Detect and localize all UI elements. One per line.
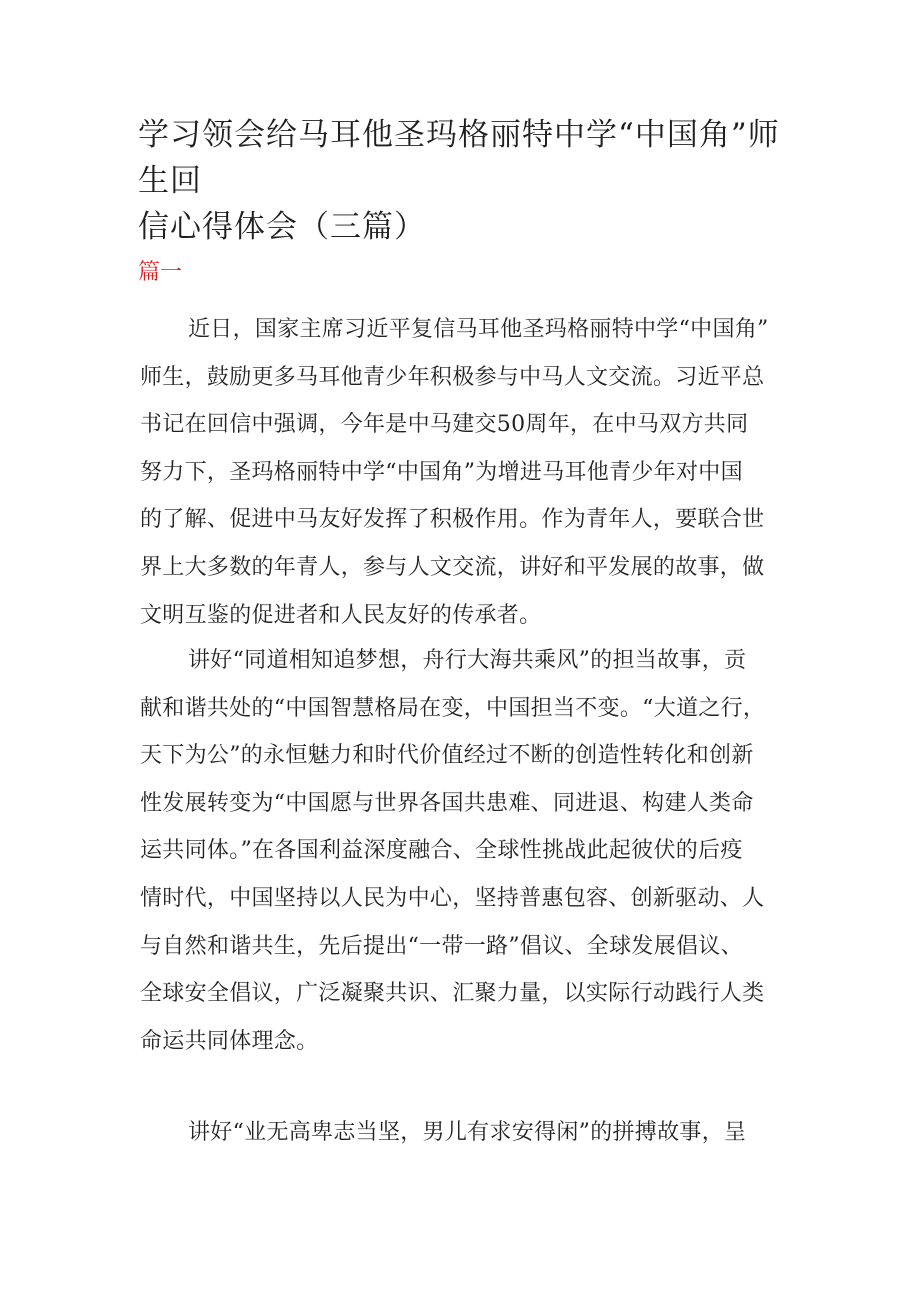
paragraph-1: 近日，国家主席习近平复信马耳他圣玛格丽特中学“中国角” 师生，鼓励更多马耳他青少年积极参与中马人文交流。习近平总 书记在回信中强调，今年是中马建交50周年，在中马双方共同 努力下，圣玛格丽特中学“中国角”为增进马耳他青少年对中国 的了解、促进中马友好发挥了积极作用。作为青年人，要联合世 界上大多数的年青人，参与人文交流，讲好和平发展的故事，做 文明互鉴的促进者和人民友好的传承者。 (140, 317, 769, 628)
paragraph-3: 讲好“业无高卑志当坚，男儿有求安得闲”的拼搏故事，呈 (188, 1120, 747, 1145)
paragraph-2: 讲好“同道相知追梦想，舟行大海共乘风”的担当故事，贡 献和谐共处的“中国智慧格局在变，中国担当不变。“大道之行， 天下为公”的永恒魅力和时代价值经过不断的创造性转化和创新 性发展转变为“中国愿与世界各国共患难、同进退、构建人类命 运共同体。”在各国利益深度融合、全球性挑战此起彼伏的后疫 情时代，中国坚持以人民为中心，坚持普惠包容、创新驱动、人 与自然和谐共生，先后提出“一带一路”倡议、全球发展倡议、 全球安全倡议，广泛凝聚共识、汇聚力量，以实际行动践行人类 命运共同体理念。 (140, 648, 766, 1054)
document-title: 学习领会给马耳他圣玛格丽特中学“中国角”师生回 信心得体会（三篇） (138, 117, 780, 245)
section-label: 篇一 (138, 260, 183, 285)
